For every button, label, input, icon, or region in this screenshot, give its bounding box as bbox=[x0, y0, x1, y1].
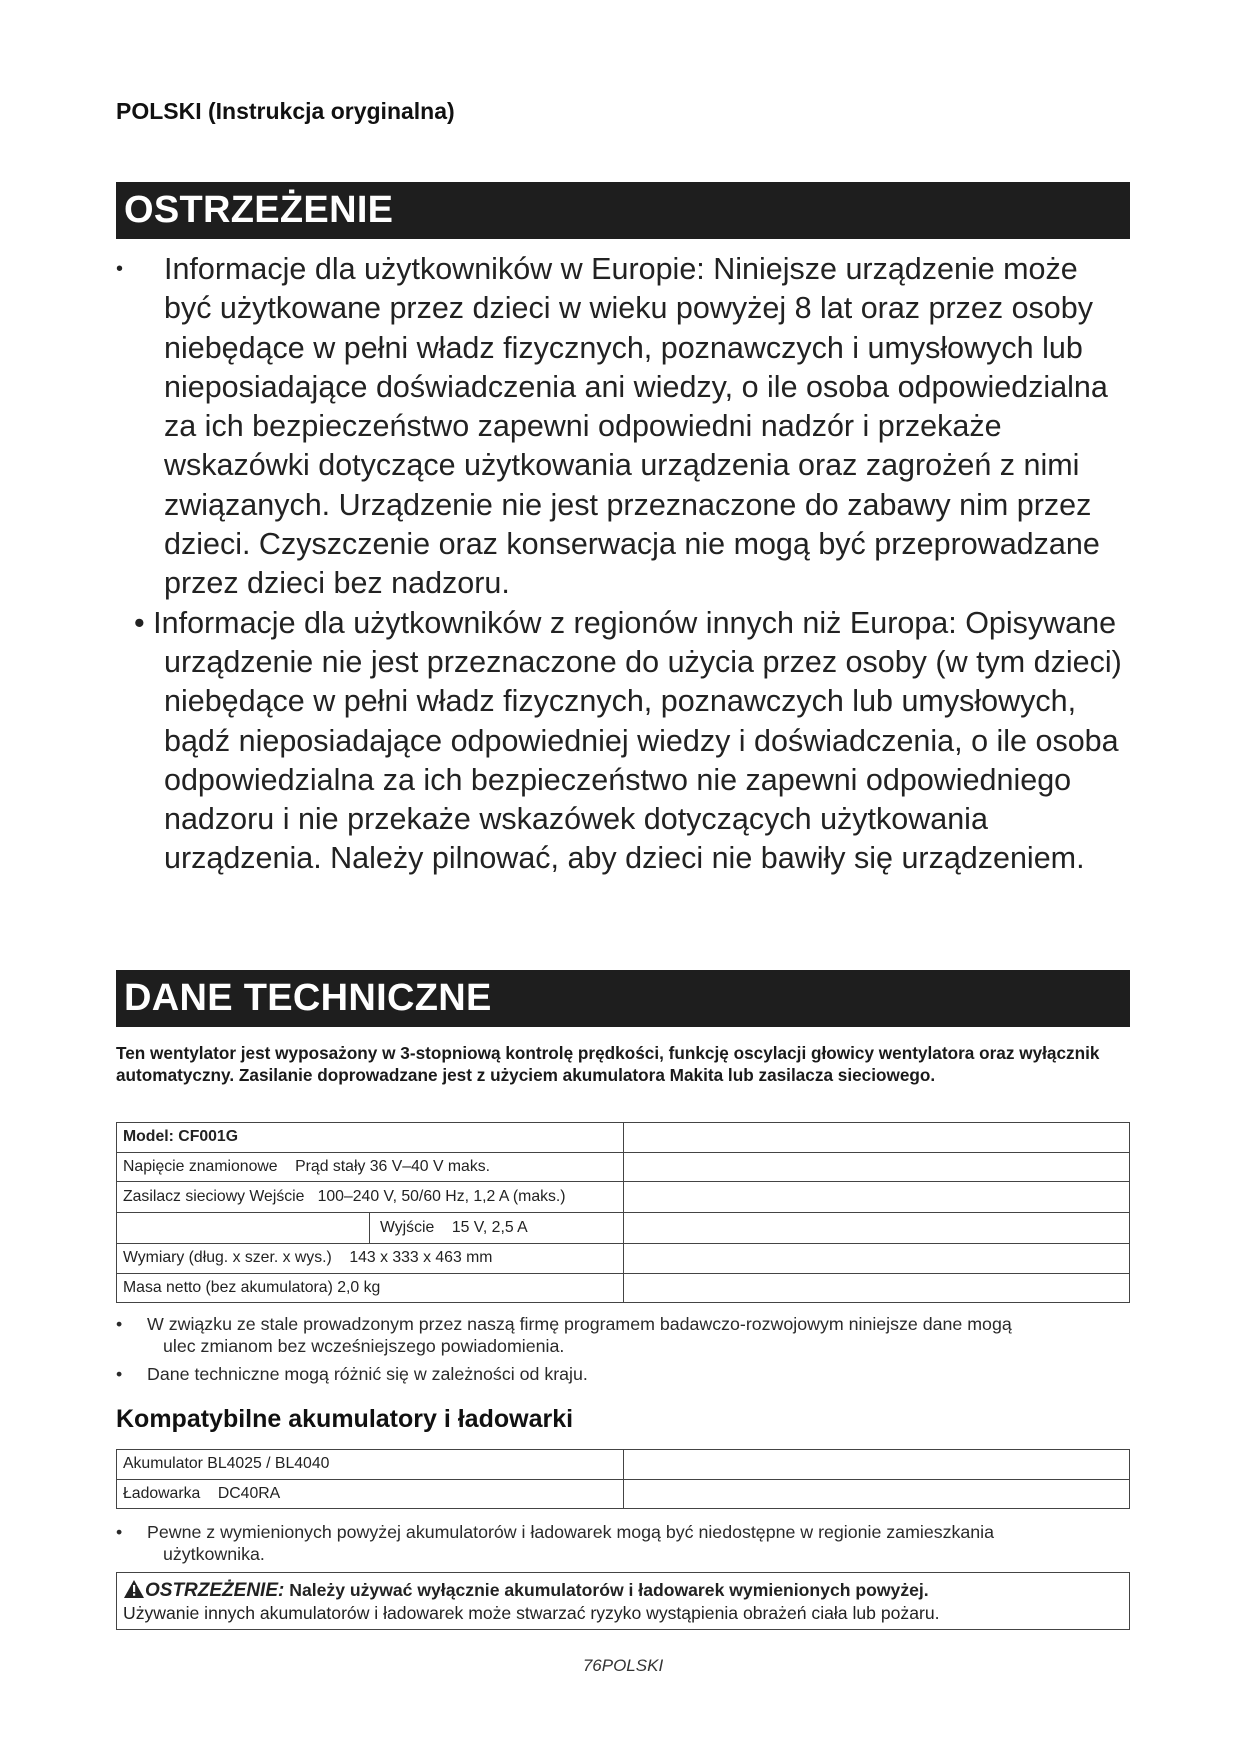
table-row bbox=[117, 1152, 1130, 1182]
charger-value: DC40RA bbox=[217, 1484, 281, 1502]
warning-text: Używanie innych akumulatorów i ładowarek może stwarzać ryzyko wystąpienia obrażeń ciała lub pożaru. bbox=[123, 1603, 940, 1623]
bullet: • bbox=[116, 258, 124, 280]
language-header: POLSKI (Instrukcja oryginalna) bbox=[116, 98, 455, 124]
adapter-cell bbox=[117, 1182, 624, 1213]
warning-item-non-europe bbox=[116, 604, 1130, 879]
bullet: • bbox=[116, 1522, 123, 1542]
bullet: • bbox=[116, 1314, 123, 1334]
list-item bbox=[116, 1521, 1130, 1565]
compat-heading: Kompatybilne akumulatory i ładowarki bbox=[116, 1405, 574, 1433]
note-text: użytkownika. bbox=[163, 1544, 265, 1564]
empty-cell bbox=[623, 1152, 1129, 1182]
weight-label: Masa netto (bez akumulatora) bbox=[123, 1279, 333, 1297]
battery-label: Akumulator bbox=[123, 1455, 203, 1473]
specs-intro: Ten wentylator jest wyposażony w 3-stopniową kontrolę prędkości, funkcję oscylacji głowicy wentylatora oraz wyłącznik automatyczny. Zasilanie doprowadzane jest z użyciem akumulatora Makita lub zasilacza sieciowego. bbox=[116, 1043, 1100, 1085]
battery-value: BL4025 / BL4040 bbox=[207, 1455, 330, 1473]
empty-cell bbox=[623, 1244, 1129, 1274]
table-row bbox=[117, 1273, 1130, 1303]
adapter-input-label: Wejście bbox=[249, 1188, 305, 1206]
warning-item-text bbox=[116, 604, 1130, 879]
compat-table bbox=[116, 1449, 1130, 1509]
note-text: Dane techniczne mogą różnić się w zależności od kraju. bbox=[147, 1364, 588, 1384]
table-row bbox=[117, 1479, 1130, 1509]
bullet: • bbox=[116, 1364, 123, 1384]
dimensions-cell bbox=[117, 1244, 624, 1274]
warning-item-text: Informacje dla użytkowników w Europie: Niniejsze urządzenie może być użytkowane przez dzieci w wieku powyżej 8 lat oraz przez osoby niebędące w pełni władz fizycznych, poznawczych i umysłowych lub nieposiadające doświadczenia ani wiedzy, o ile osoba odpowiedzialna za ich bezpieczeństwo zapewni odpowiedni nadzór i przekaże wskazówki dotyczące użytkowania urządzenia oraz zagrożeń z nimi związanych. Urządzenie nie jest przeznaczone do zabawy nim przez dzieci. Czyszczenie oraz konserwacja nie mogą być przeprowadzane przez dzieci bez nadzoru. bbox=[164, 252, 1108, 601]
dimensions-label: Wymiary (dług. x szer. x wys.) bbox=[123, 1249, 332, 1267]
voltage-value: Prąd stały 36 V–40 V maks. bbox=[295, 1157, 491, 1175]
table-row bbox=[117, 1450, 1130, 1480]
page-footer bbox=[116, 1656, 1130, 1676]
list-item bbox=[116, 1363, 1130, 1385]
empty-cell bbox=[623, 1273, 1129, 1303]
adapter-output bbox=[369, 1213, 528, 1243]
warning-list bbox=[116, 250, 1130, 879]
bullet: • bbox=[134, 605, 154, 640]
battery-cell bbox=[117, 1450, 624, 1480]
table-row bbox=[117, 1244, 1130, 1274]
empty-cell bbox=[623, 1450, 1129, 1480]
empty-cell bbox=[623, 1123, 1129, 1153]
dimensions-value: 143 x 333 x 463 mm bbox=[349, 1249, 493, 1267]
specs-table bbox=[116, 1122, 1130, 1303]
spacer bbox=[117, 1213, 369, 1243]
adapter-output-value: 15 V, 2,5 A bbox=[451, 1219, 528, 1237]
table-row bbox=[117, 1182, 1130, 1213]
warning-label: OSTRZEŻENIE: bbox=[145, 1580, 285, 1601]
list-item bbox=[116, 1313, 1130, 1357]
warning-section-title: OSTRZEŻENIE bbox=[116, 182, 1130, 239]
specs-section-title: DANE TECHNICZNE bbox=[116, 970, 1130, 1027]
note-text: Pewne z wymienionych powyżej akumulatorów i ładowarek mogą być niedostępne w regionie zamieszkania bbox=[147, 1522, 995, 1542]
adapter-input-value: 100–240 V, 50/60 Hz, 1,2 A (maks.) bbox=[317, 1188, 566, 1206]
specs-notes bbox=[116, 1313, 1130, 1391]
empty-cell bbox=[623, 1479, 1129, 1509]
note-text: ulec zmianom bez wcześniejszego powiadomienia. bbox=[163, 1336, 565, 1356]
weight-cell bbox=[117, 1273, 624, 1303]
warning-item-europe bbox=[116, 250, 1130, 604]
note-text: W związku ze stale prowadzonym przez naszą firmę programem badawczo-rozwojowym niniejsze dane mogą bbox=[147, 1314, 1012, 1334]
table-row bbox=[117, 1123, 1130, 1153]
model-label: Model: bbox=[123, 1128, 174, 1146]
adapter-label: Zasilacz sieciowy bbox=[123, 1188, 246, 1206]
warning-triangle-icon bbox=[123, 1580, 145, 1600]
model-value: CF001G bbox=[178, 1128, 238, 1146]
compat-notes bbox=[116, 1521, 1130, 1571]
page-number: 76 bbox=[582, 1656, 602, 1675]
adapter-output-label: Wyjście bbox=[380, 1219, 435, 1237]
empty-cell bbox=[623, 1213, 1129, 1244]
warning-strong-text: Należy używać wyłącznie akumulatorów i ładowarek wymienionych powyżej. bbox=[289, 1580, 929, 1600]
warning-box bbox=[116, 1572, 1130, 1630]
charger-cell bbox=[117, 1479, 624, 1509]
footer-language: POLSKI bbox=[601, 1656, 664, 1675]
table-row bbox=[117, 1213, 1130, 1244]
empty-cell bbox=[623, 1182, 1129, 1213]
warning-item-body: Informacje dla użytkowników z regionów innych niż Europa: Opisywane urządzenie nie jest przeznaczone do użycia przez osoby (w tym dzieci) niebędące w pełni władz fizycznych, poznawczych lub umysłowych, bądź nieposiadające odpowiedniej wiedzy i doświadczenia, o ile osoba odpowiedzialna za ich bezpieczeństwo nie zapewni odpowiedniego nadzoru i nie przekaże wskazówek dotyczących użytkowania urządzenia. Należy pilnować, aby dzieci nie bawiły się urządzeniem. bbox=[153, 605, 1122, 876]
model-cell bbox=[117, 1123, 624, 1153]
voltage-cell bbox=[117, 1152, 624, 1182]
weight-value: 2,0 kg bbox=[337, 1279, 381, 1297]
adapter-output-cell bbox=[117, 1213, 624, 1244]
voltage-label: Napięcie znamionowe bbox=[123, 1157, 278, 1175]
charger-label: Ładowarka bbox=[123, 1484, 201, 1502]
